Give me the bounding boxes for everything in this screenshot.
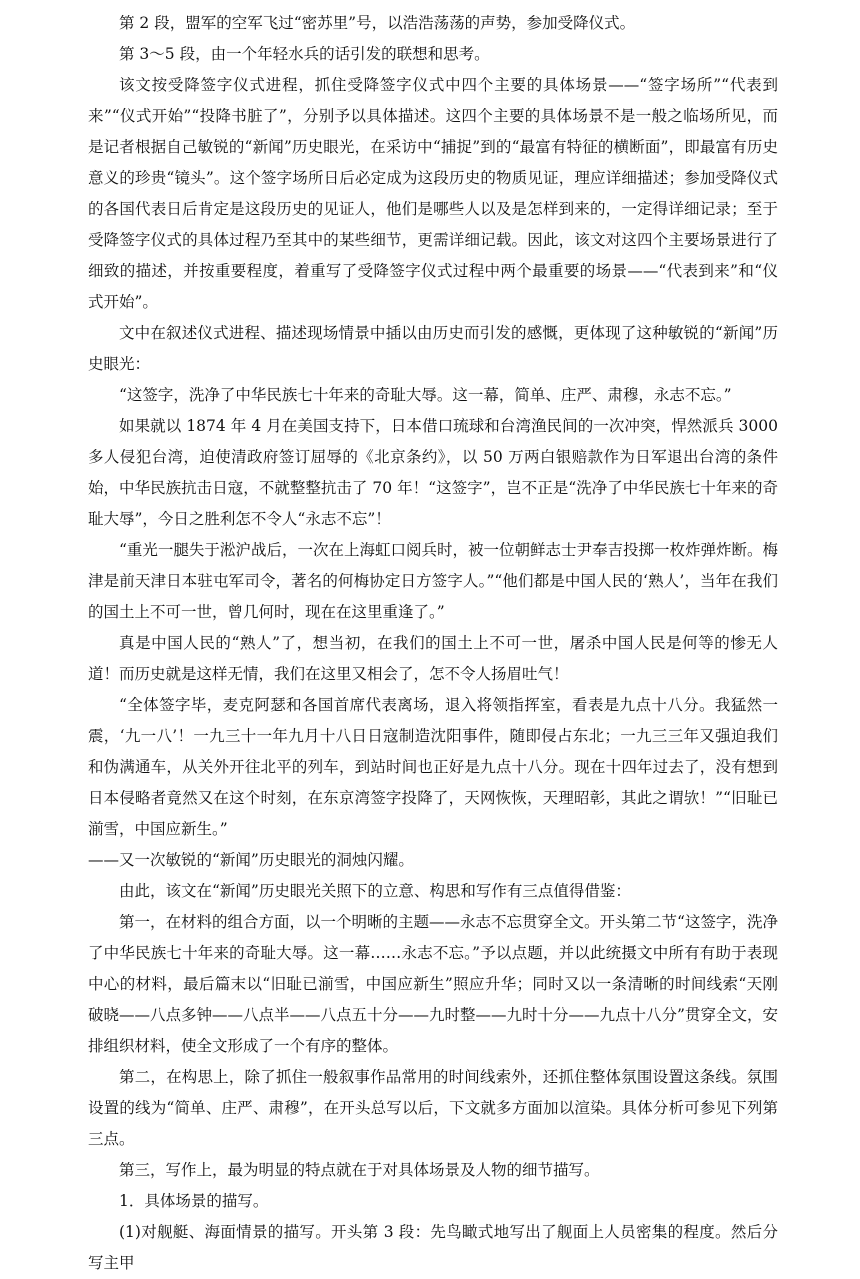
paragraph-4: 文中在叙述仪式进程、描述现场情景中插以由历史而引发的感慨，更体现了这种敏锐的“新闻”历史眼光： — [88, 324, 778, 373]
paragraph-3: 该文按受降签字仪式进程，抓住受降签字仪式中四个主要的具体场景——“签字场所”“代表到来”“仪式开始”“投降书脏了”，分别予以具体描述。这四个主要的具体场景不是一般之临场所见，而是记者根据自己敏锐的“新闻”历史眼光，在采访中“捕捉”到的“最富有特征的横断面”，即最富有历史意义的珍贵“镜头”。这个签字场所日后必定成为这段历史的物质见证，理应详细描述；参加受降仪式的各国代表日后肯定是这段历史的见证人，他们是哪些人以及是怎样到来的，一定得详细记录；至于受降签字仪式的具体过程乃至其中的某些细节，更需详细记载。因此，该文对这四个主要场景进行了细致的描述，并按重要程度，着重写了受降签字仪式过程中两个最重要的场景——“代表到来”和“仪式开始”。 — [88, 76, 778, 311]
quote-paragraph-1: “这签字，洗净了中华民族七十年来的奇耻大辱。这一幕，简单、庄严、肃穆，永志不忘。” — [119, 386, 732, 404]
list-heading-1: 1．具体场景的描写。 — [119, 1192, 269, 1210]
paragraph-7: 由此，该文在“新闻”历史眼光关照下的立意、构思和写作有三点值得借鉴： — [119, 882, 631, 900]
paragraph-8: 第一，在材料的组合方面，以一个明晰的主题——永志不忘贯穿全文。开头第二节“这签字，洗净了中华民族七十年来的奇耻大辱。这一幕……永志不忘。”予以点题，并以此统摄文中所有有助于表现中心的材料，最后篇末以“旧耻已湔雪，中国应新生”照应升华；同时又以一条清晰的时间线索“天刚破晓——八点多钟——八点半——八点五十分——九时整——九时十分——九点十八分”贯穿全文，安排组织材料，使全文形成了一个有序的整体。 — [88, 913, 778, 1055]
paragraph-5: 如果就以 1874 年 4 月在美国支持下，日本借口琉球和台湾渔民间的一次冲突，悍然派兵 3000 多人侵犯台湾，迫使清政府签订屈辱的《北京条约》，以 50 万两白银赔款作为日军退出台湾的条件始，中华民族抗击日寇，不就整整抗击了 70 年！“这签字”，岂不正是“洗净了中华民族七十年来的奇耻大辱”，今日之胜利怎不令人“永志不忘”！ — [88, 417, 778, 528]
paragraph-1: 第 2 段，盟军的空军飞过“密苏里”号，以浩浩荡荡的声势，参加受降仪式。 — [119, 14, 636, 32]
quote-paragraph-3: “全体签字毕，麦克阿瑟和各国首席代表离场，退入将领指挥室，看表是九点十八分。我猛然一震，‘九一八’！一九三十一年九月十八日日寇制造沈阳事件，随即侵占东北；一九三三年又强迫我们和伪满通车，从关外开往北平的列车，到站时间也正好是九点十八分。现在十四年过去了，没有想到日本侵略者竟然又在这个时刻，在东京湾签字投降了，天网恢恢，天理昭彰，其此之谓欤！”“旧耻已湔雪，中国应新生。” — [88, 696, 778, 838]
list-subitem-1: (1)对舰艇、海面情景的描写。开头第 3 段：先鸟瞰式地写出了舰面上人员密集的程度。然后分写主甲 — [88, 1223, 778, 1272]
paragraph-10: 第三，写作上，最为明显的特点就在于对具体场景及人物的细节描写。 — [119, 1161, 600, 1179]
paragraph-2: 第 3～5 段，由一个年轻水兵的话引发的联想和思考。 — [119, 45, 490, 63]
dash-paragraph: ——又一次敏锐的“新闻”历史眼光的洞烛闪耀。 — [88, 851, 414, 869]
paragraph-6: 真是中国人民的“熟人”了，想当初，在我们的国土上不可一世，屠杀中国人民是何等的惨无人道！而历史就是这样无情，我们在这里又相会了，怎不令人扬眉吐气！ — [88, 634, 778, 683]
document-page — [88, 8, 778, 1279]
quote-paragraph-2: “重光一腿失于淞沪战后，一次在上海虹口阅兵时，被一位朝鲜志士尹奉吉投掷一枚炸弹炸断。梅津是前天津日本驻屯军司令，著名的何梅协定日方签字人。”“他们都是中国人民的‘熟人’，当年在我们的国土上不可一世，曾几何时，现在在这里重逢了。” — [88, 541, 778, 621]
paragraph-9: 第二，在构思上，除了抓住一般叙事作品常用的时间线索外，还抓住整体氛围设置这条线。氛围设置的线为“简单、庄严、肃穆”，在开头总写以后，下文就多方面加以渲染。具体分析可参见下列第三点。 — [88, 1068, 778, 1148]
